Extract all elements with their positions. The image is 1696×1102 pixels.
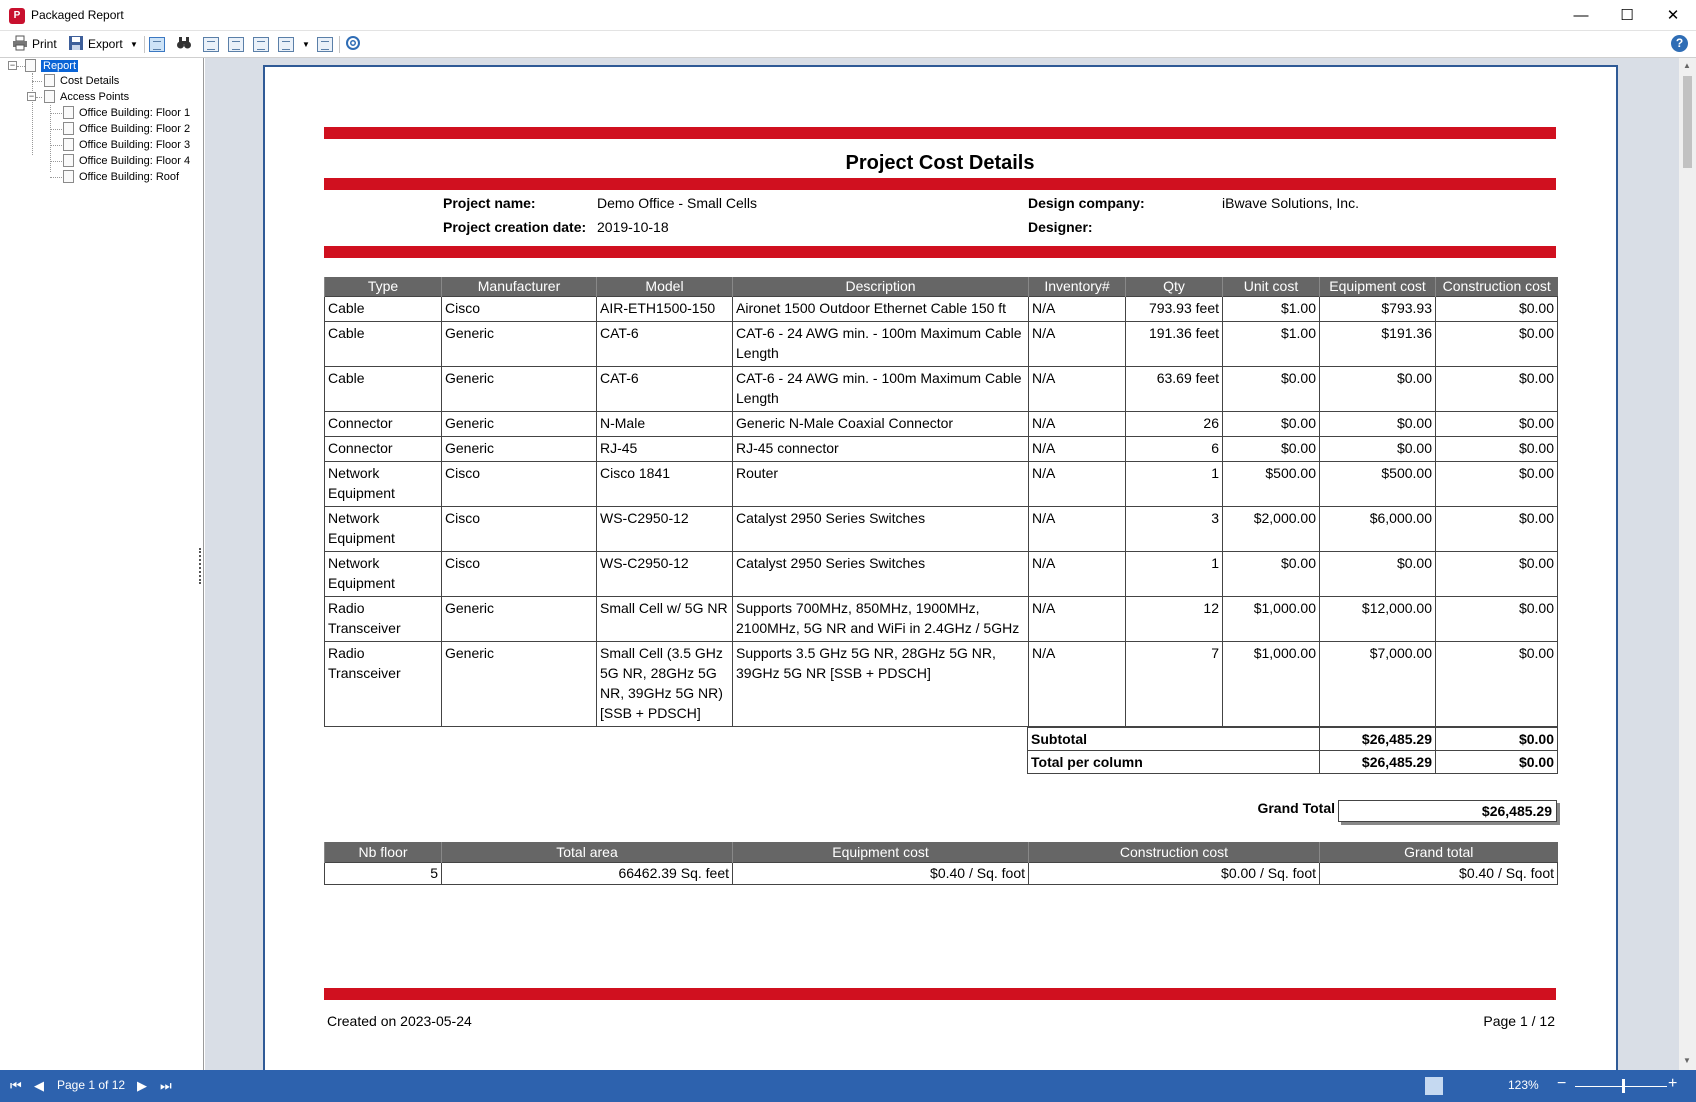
table-row — [325, 642, 1558, 727]
table-cell: 3 — [1126, 507, 1223, 552]
table-cell: $0.00 — [1223, 552, 1320, 597]
table-cell: Cable — [325, 322, 442, 367]
total-equipment: $26,485.29 — [1320, 751, 1436, 774]
table-cell: CAT-6 - 24 AWG min. - 100m Maximum Cable Length — [733, 322, 1029, 367]
red-divider — [324, 178, 1556, 190]
table-cell: N/A — [1029, 367, 1126, 412]
table-cell: Cable — [325, 297, 442, 322]
table-cell: $0.00 — [1436, 412, 1558, 437]
tree-item-floor-2[interactable] — [63, 122, 190, 137]
table-cell: Network Equipment — [325, 552, 442, 597]
export-dropdown-arrow[interactable]: ▼ — [130, 40, 138, 49]
table-cell: Cisco — [442, 462, 597, 507]
designer-label: Designer: — [1028, 219, 1093, 235]
page-icon — [63, 138, 74, 151]
document-map-toggle[interactable] — [149, 37, 165, 52]
construction-cost-value: $0.00 / Sq. foot — [1029, 862, 1320, 884]
report-title: Project Cost Details — [845, 152, 1035, 174]
next-page-icon[interactable]: ▶ — [137, 1078, 147, 1093]
project-name-value: Demo Office - Small Cells — [597, 195, 758, 211]
column-header: Unit cost — [1223, 277, 1320, 297]
continuous-view-icon[interactable] — [1449, 1077, 1467, 1095]
table-row — [325, 367, 1558, 412]
table-cell: 1 — [1126, 462, 1223, 507]
table-cell: Generic — [442, 642, 597, 727]
column-header: Manufacturer — [442, 277, 597, 297]
table-cell: N/A — [1029, 322, 1126, 367]
table-cell: $0.00 — [1223, 437, 1320, 462]
column-header: Equipment cost — [1320, 277, 1436, 297]
table-cell: Radio Transceiver — [325, 597, 442, 642]
print-button[interactable] — [12, 35, 57, 54]
summary-row — [325, 862, 1558, 884]
table-cell: Aironet 1500 Outdoor Ethernet Cable 150 ft — [733, 297, 1029, 322]
single-page-view-icon[interactable] — [1425, 1077, 1443, 1095]
summary-header — [325, 842, 1558, 862]
multiple-pages-button[interactable] — [278, 37, 294, 52]
scrollbar-thumb[interactable] — [1683, 76, 1692, 168]
splitter-handle[interactable] — [199, 548, 202, 584]
continuous-page-button[interactable] — [228, 37, 244, 52]
column-header: Qty — [1126, 277, 1223, 297]
zoom-in-button[interactable]: + — [1668, 1075, 1678, 1092]
binoculars-icon — [176, 35, 192, 51]
table-cell: Generic N-Male Coaxial Connector — [733, 412, 1029, 437]
table-cell: RJ-45 — [597, 437, 733, 462]
table-cell: $0.00 — [1223, 367, 1320, 412]
table-cell: Catalyst 2950 Series Switches — [733, 552, 1029, 597]
table-cell: 63.69 feet — [1126, 367, 1223, 412]
toolbar-separator — [339, 36, 340, 53]
table-cell: $0.00 — [1436, 507, 1558, 552]
table-cell: Supports 700MHz, 850MHz, 1900MHz, 2100MHz, 5G NR and WiFi in 2.4GHz / 5GHz — [733, 597, 1029, 642]
previous-page-icon[interactable]: ◀ — [34, 1078, 44, 1093]
settings-button[interactable] — [345, 35, 365, 54]
report-preview[interactable] — [205, 58, 1679, 1070]
table-cell: Generic — [442, 367, 597, 412]
table-cell: $0.00 — [1436, 462, 1558, 507]
subtotal-construction: $0.00 — [1436, 728, 1558, 751]
table-cell: Generic — [442, 597, 597, 642]
table-cell: $2,000.00 — [1223, 507, 1320, 552]
print-label: Print — [32, 37, 57, 51]
total-per-column-label: Total per column — [1028, 751, 1320, 774]
last-page-icon[interactable]: ⏭ — [160, 1078, 172, 1093]
design-company-value: iBwave Solutions, Inc. — [1222, 195, 1359, 211]
table-cell: CAT-6 — [597, 367, 733, 412]
facing-pages-button[interactable] — [253, 37, 269, 52]
table-row — [325, 437, 1558, 462]
equipment-cost-value: $0.40 / Sq. foot — [733, 862, 1029, 884]
printer-icon — [12, 35, 28, 51]
total-construction: $0.00 — [1436, 751, 1558, 774]
table-cell: $1,000.00 — [1223, 597, 1320, 642]
created-on-text: Created on 2023-05-24 — [327, 1013, 472, 1029]
table-cell: 6 — [1126, 437, 1223, 462]
column-header: Nb floor — [325, 842, 442, 862]
table-cell: $1,000.00 — [1223, 642, 1320, 727]
table-cell: $0.00 — [1320, 412, 1436, 437]
table-cell: Generic — [442, 412, 597, 437]
scroll-down-icon[interactable]: ▼ — [1683, 1056, 1691, 1065]
subtotal-label: Subtotal — [1028, 728, 1320, 751]
table-cell: N/A — [1029, 462, 1126, 507]
table-cell: 7 — [1126, 642, 1223, 727]
tree-item-label: Office Building: Floor 4 — [79, 155, 191, 167]
table-cell: N/A — [1029, 552, 1126, 597]
summary-table — [324, 842, 1558, 885]
total-per-column-row — [1028, 751, 1558, 774]
maximize-button[interactable]: ☐ — [1620, 7, 1634, 24]
table-cell: Cisco — [442, 507, 597, 552]
table-row — [325, 322, 1558, 367]
subtotal-equipment: $26,485.29 — [1320, 728, 1436, 751]
tree-item-roof[interactable] — [63, 170, 179, 185]
page-info: Page 1 of 12 — [57, 1078, 126, 1092]
table-cell: Generic — [442, 437, 597, 462]
table-cell: $6,000.00 — [1320, 507, 1436, 552]
tree-item-floor-4[interactable] — [63, 154, 190, 169]
tree-item-label: Cost Details — [60, 75, 120, 87]
table-cell: $0.00 — [1436, 367, 1558, 412]
table-row — [325, 462, 1558, 507]
report-page-icon — [25, 59, 36, 72]
single-page-button[interactable] — [203, 37, 219, 52]
column-header: Model — [597, 277, 733, 297]
tree-item-label: Office Building: Roof — [79, 171, 180, 183]
table-cell: Network Equipment — [325, 507, 442, 552]
table-cell: $793.93 — [1320, 297, 1436, 322]
find-button[interactable] — [176, 35, 196, 54]
table-cell: $12,000.00 — [1320, 597, 1436, 642]
table-cell: $0.00 — [1436, 552, 1558, 597]
table-cell: N/A — [1029, 437, 1126, 462]
table-cell: 793.93 feet — [1126, 297, 1223, 322]
table-cell: RJ-45 connector — [733, 437, 1029, 462]
table-cell: Generic — [442, 322, 597, 367]
table-row — [325, 412, 1558, 437]
subtotal-row — [1028, 728, 1558, 751]
table-cell: Connector — [325, 437, 442, 462]
tree-item-label: Report — [43, 60, 77, 72]
page-number-text: Page 1 / 12 — [1483, 1013, 1555, 1029]
column-header: Total area — [442, 842, 733, 862]
multi-page-view-icon[interactable] — [1471, 1077, 1489, 1095]
cost-table-body — [325, 297, 1558, 727]
tree-item-label: Office Building: Floor 3 — [79, 139, 191, 151]
page-icon — [63, 106, 74, 119]
table-cell: 12 — [1126, 597, 1223, 642]
pdf-report-icon: P — [9, 8, 25, 24]
cost-table — [324, 277, 1558, 727]
export-button[interactable] — [68, 35, 123, 54]
table-cell: $0.00 — [1436, 322, 1558, 367]
table-cell: $0.00 — [1320, 367, 1436, 412]
tree-item-floor-1[interactable] — [63, 106, 190, 121]
tree-item-label: Office Building: Floor 1 — [79, 107, 191, 119]
table-cell: Small Cell w/ 5G NR — [597, 597, 733, 642]
table-cell: $500.00 — [1223, 462, 1320, 507]
table-row — [325, 552, 1558, 597]
table-cell: Cisco — [442, 297, 597, 322]
project-name-label: Project name: — [443, 195, 536, 211]
table-cell: AIR-ETH1500-150 — [597, 297, 733, 322]
zoom-slider-thumb[interactable] — [1622, 1079, 1625, 1093]
collapse-report-expander[interactable]: − — [9, 60, 16, 70]
creation-date-label: Project creation date: — [443, 219, 587, 235]
table-cell: N-Male — [597, 412, 733, 437]
toolbar-separator — [144, 36, 145, 53]
table-cell: Cisco — [442, 552, 597, 597]
tree-item-cost-details[interactable] — [44, 74, 119, 89]
table-row — [325, 297, 1558, 322]
table-cell: Connector — [325, 412, 442, 437]
grand-total-label: Grand Total — [1257, 800, 1335, 816]
table-cell: $0.00 — [1436, 642, 1558, 727]
column-header: Equipment cost — [733, 842, 1029, 862]
table-cell: $0.00 — [1223, 412, 1320, 437]
table-cell: $0.00 — [1436, 297, 1558, 322]
tree-item-report[interactable] — [25, 59, 78, 74]
total-area-value: 66462.39 Sq. feet — [442, 862, 733, 884]
cost-table-header — [325, 277, 1558, 297]
table-cell: N/A — [1029, 642, 1126, 727]
table-cell: N/A — [1029, 297, 1126, 322]
table-cell: CAT-6 — [597, 322, 733, 367]
table-cell: Network Equipment — [325, 462, 442, 507]
table-cell: 1 — [1126, 552, 1223, 597]
status-bar — [0, 1070, 1696, 1102]
table-row — [325, 507, 1558, 552]
design-company-label: Design company: — [1028, 195, 1145, 211]
table-cell: $0.00 — [1320, 437, 1436, 462]
window-title: Packaged Report — [31, 8, 124, 22]
table-cell: 191.36 feet — [1126, 322, 1223, 367]
first-page-icon[interactable]: ⏮ — [10, 1078, 22, 1093]
gear-icon — [345, 35, 361, 51]
table-cell: Supports 3.5 GHz 5G NR, 28GHz 5G NR, 39GHz 5G NR [SSB + PDSCH] — [733, 642, 1029, 727]
column-header: Inventory# — [1029, 277, 1126, 297]
page-icon — [63, 170, 74, 183]
zoom-level: 123% — [1508, 1078, 1539, 1092]
page-icon — [63, 122, 74, 135]
tree-item-label: Access Points — [60, 91, 130, 103]
table-cell: Catalyst 2950 Series Switches — [733, 507, 1029, 552]
table-cell: WS-C2950-12 — [597, 552, 733, 597]
export-label: Export — [88, 37, 123, 51]
table-cell: $7,000.00 — [1320, 642, 1436, 727]
grand-total-value: $26,485.29 — [1338, 800, 1557, 822]
page-icon — [63, 154, 74, 167]
table-cell: N/A — [1029, 597, 1126, 642]
minimize-button[interactable]: — — [1573, 7, 1589, 24]
table-cell: $191.36 — [1320, 322, 1436, 367]
table-cell: N/A — [1029, 412, 1126, 437]
table-cell: $0.00 — [1320, 552, 1436, 597]
tree-item-label: Office Building: Floor 2 — [79, 123, 191, 135]
collapse-access-points-expander[interactable]: − — [28, 91, 35, 101]
table-cell: Router — [733, 462, 1029, 507]
save-icon — [68, 35, 84, 51]
nb-floor-value: 5 — [325, 862, 442, 884]
table-cell: Small Cell (3.5 GHz 5G NR, 28GHz 5G NR, 39GHz 5G NR) [SSB + PDSCH] — [597, 642, 733, 727]
page-icon — [44, 74, 55, 87]
red-divider — [324, 246, 1556, 258]
tree-item-floor-3[interactable] — [63, 138, 190, 153]
close-button[interactable]: ✕ — [1666, 7, 1680, 24]
multiple-pages-dropdown-arrow[interactable]: ▼ — [302, 40, 310, 49]
page-setup-button[interactable] — [317, 37, 333, 52]
table-cell: CAT-6 - 24 AWG min. - 100m Maximum Cable Length — [733, 367, 1029, 412]
totals-table — [1027, 727, 1558, 774]
column-header: Construction cost — [1029, 842, 1320, 862]
vertical-scrollbar[interactable] — [1679, 58, 1696, 1070]
zoom-slider-track[interactable] — [1575, 1086, 1667, 1087]
table-cell: $0.00 — [1436, 597, 1558, 642]
grand-total-per-foot-value: $0.40 / Sq. foot — [1320, 862, 1558, 884]
table-cell: $1.00 — [1223, 322, 1320, 367]
red-divider — [324, 127, 1556, 139]
table-cell: N/A — [1029, 507, 1126, 552]
document-map-tree — [0, 58, 204, 1070]
creation-date-value: 2019-10-18 — [597, 219, 669, 235]
table-row — [325, 597, 1558, 642]
table-cell: Cable — [325, 367, 442, 412]
column-header: Description — [733, 277, 1029, 297]
toolbar — [0, 31, 1696, 58]
red-divider — [324, 988, 1556, 1000]
column-header: Grand total — [1320, 842, 1558, 862]
zoom-out-button[interactable]: − — [1557, 1075, 1567, 1092]
help-icon[interactable]: ? — [1671, 35, 1688, 52]
column-header: Type — [325, 277, 442, 297]
scroll-up-icon[interactable]: ▲ — [1683, 61, 1691, 70]
table-cell: $500.00 — [1320, 462, 1436, 507]
table-cell: 26 — [1126, 412, 1223, 437]
pages-icon — [44, 90, 55, 103]
title-bar — [0, 0, 1696, 31]
table-cell: Radio Transceiver — [325, 642, 442, 727]
table-cell: Cisco 1841 — [597, 462, 733, 507]
report-page — [263, 65, 1618, 1070]
column-header: Construction cost — [1436, 277, 1558, 297]
table-cell: $1.00 — [1223, 297, 1320, 322]
tree-item-access-points[interactable] — [44, 90, 129, 105]
table-cell: WS-C2950-12 — [597, 507, 733, 552]
table-cell: $0.00 — [1436, 437, 1558, 462]
